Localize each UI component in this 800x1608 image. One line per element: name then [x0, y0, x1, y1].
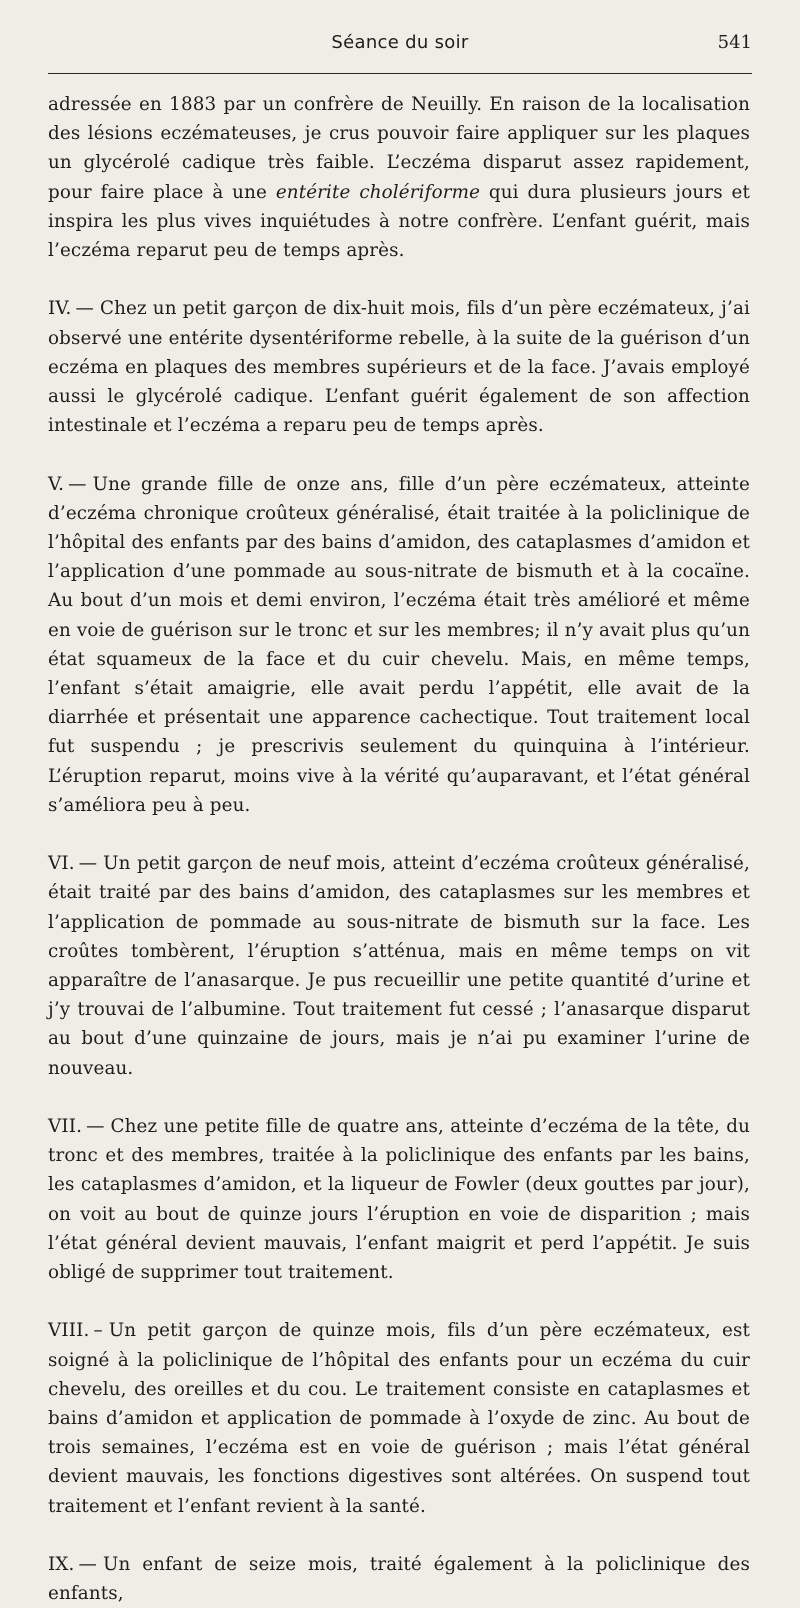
case-vi	[48, 849, 750, 1083]
paragraph-text: Un petit garçon de quinze mois, fils d’un père eczémateux, est soigné à la policlinique de l’hôpital des enfants pour un eczéma du cuir chevelu, des oreilles et du cou. Le traitement consiste en cataplasmes et bains d’amidon et application de pommade à l’oxyde de zinc. Au bout de trois semaines, l’eczéma est en voie de guérison ; mais l’état général devient mauvais, les fonctions digestives sont altérées. On suspend tout traitement et l’enfant revient à la santé.	[48, 1320, 750, 1517]
case-number: IV.	[48, 298, 72, 320]
paragraph-continuation	[48, 90, 750, 265]
case-v	[48, 470, 750, 820]
running-title: Séance du soir	[331, 32, 469, 53]
case-dash: —	[78, 853, 98, 875]
page-body	[48, 90, 750, 1608]
paragraph-text: adressée en 1883 par un confrère de Neuilly. En raison de la localisation des lésions eczémateuses, je crus pouvoir faire appliquer sur les plaques un glycérolé cadique très faible. L’eczéma disparut assez rapidement, pour faire place à une	[48, 94, 750, 203]
case-number: IX.	[48, 1554, 75, 1576]
case-dash: –	[93, 1320, 103, 1342]
case-number: VIII.	[48, 1320, 90, 1342]
case-dash: —	[75, 298, 94, 320]
case-dash: —	[86, 1116, 105, 1138]
page-number: 541	[717, 32, 752, 53]
paragraph-text: Chez une petite fille de quatre ans, atteinte d’eczéma de la tête, du tronc et des membres, traitée à la policlinique des enfants par les bains, les cataplasmes d’amidon, et la liqueur de Fowler (deux gouttes par jour), on voit au bout de quinze jours l’éruption en voie de disparition ; mais l’état général devient mauvais, l’enfant maigrit et perd l’appétit. Je suis obligé de supprimer tout traitement.	[48, 1116, 750, 1284]
case-number: VI.	[48, 853, 75, 875]
header-rule	[48, 73, 752, 74]
case-number: V.	[48, 473, 65, 495]
paragraph-text: Un petit garçon de neuf mois, atteint d’eczéma croûteux généralisé, était traité par des bains d’amidon, des cataplasmes sur les membres et l’application de pommade au sous-nitrate de bismuth sur la face. Les croûtes tombèrent, l’éruption s’atténua, mais en même temps on vit apparaître de l’anasarque. Je pus recueillir une petite quantité d’urine et j’y trouvai de l’albumine. Tout traitement fut cessé ; l’anasarque disparut au bout d’une quinzaine de jours, mais je n’ai pu examiner l’urine de nouveau.	[48, 853, 750, 1079]
paragraph-text: Un enfant de seize mois, traité également à la policlinique des enfants,	[48, 1554, 750, 1605]
paragraph-text: Une grande fille de onze ans, fille d’un père eczémateux, atteinte d’eczéma chronique croûteux généralisé, était traitée à la policlinique de l’hôpital des enfants par des bains d’amidon, des cataplasmes d’amidon et l’application d’une pommade au sous-nitrate de bismuth et à la cocaïne. Au bout d’un mois et demi environ, l’eczéma était très amélioré et même en voie de guérison sur le tronc et sur les membres; il n’y avait plus qu’un état squameux de la face et du cuir chevelu. Mais, en même temps, l’enfant s’était amaigrie, elle avait perdu l’appétit, elle avait de la diarrhée et présentait une apparence cachectique. Tout traitement local fut suspendu ; je prescrivis seulement du quinquina à l’intérieur. L’éruption reparut, moins vive à la vérité qu’auparavant, et l’état général s’améliora peu à peu.	[48, 473, 750, 816]
case-number: VII.	[48, 1116, 83, 1138]
paragraph-text: Chez un petit garçon de dix-huit mois, fils d’un père eczémateux, j’ai observé une entérite dysentériforme rebelle, à la suite de la guérison d’un eczéma en plaques des membres supérieurs et de la face. J’avais employé aussi le glycérolé cadique. L’enfant guérit également de son affection intestinale et l’eczéma a reparu peu de temps après.	[48, 298, 750, 437]
running-head	[48, 32, 752, 62]
case-dash: —	[78, 1554, 97, 1576]
paragraph-text: qui dura plusieurs jours et inspira les plus vives inquiétudes à notre confrère. L’enfant guérit, mais l’eczéma reparut peu de temps après.	[48, 181, 751, 262]
emphasized-term: entérite cholériforme	[275, 181, 481, 203]
case-dash: —	[68, 473, 87, 495]
case-ix	[48, 1550, 750, 1608]
case-iv	[48, 294, 750, 440]
case-vii	[48, 1112, 750, 1287]
case-viii	[48, 1316, 750, 1520]
